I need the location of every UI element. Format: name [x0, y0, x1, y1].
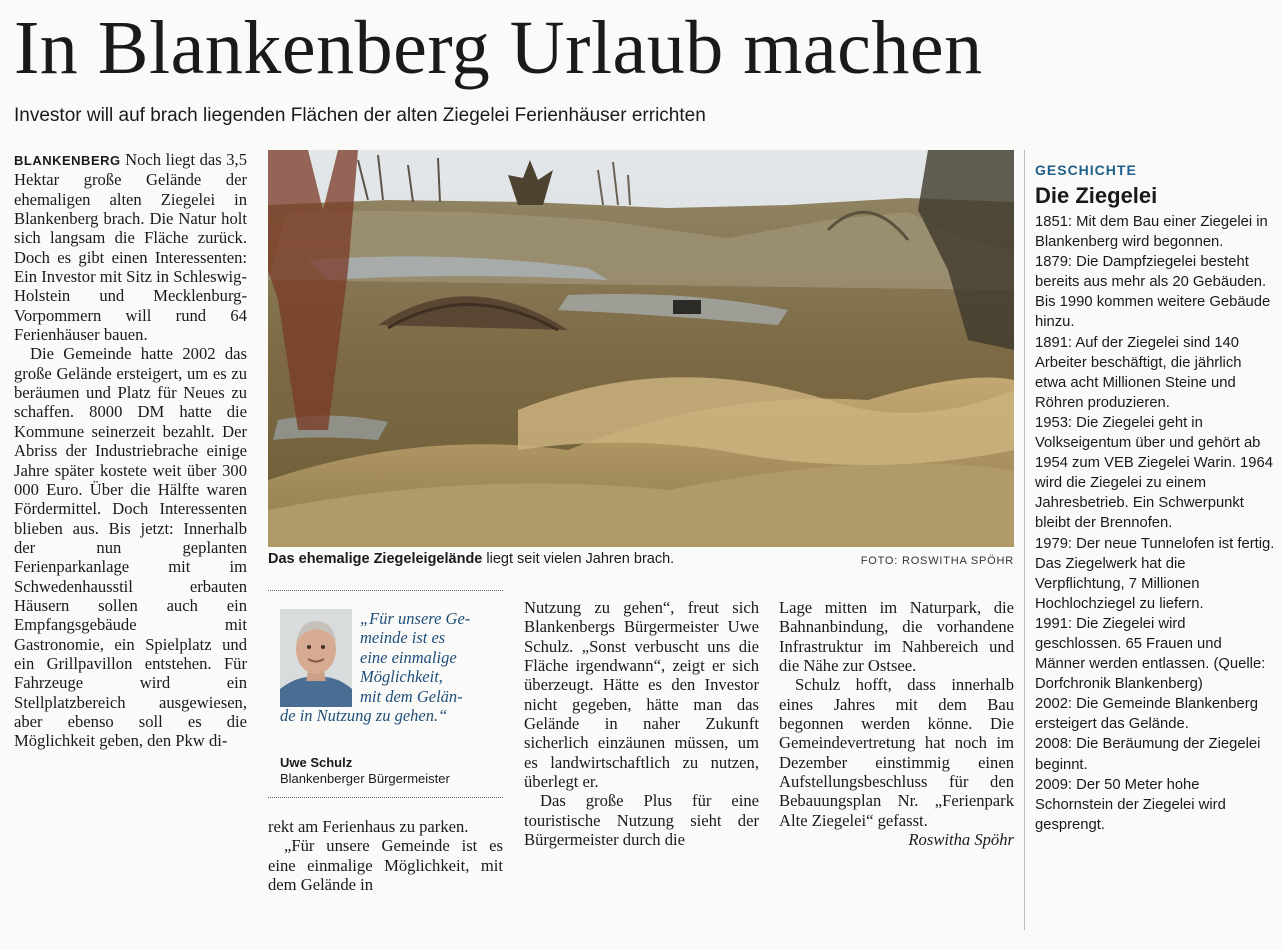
article-column-4 [779, 598, 1014, 849]
article-column-3 [524, 598, 759, 849]
article-paragraph: Schulz hofft, dass innerhalb eines Jahres mit dem Bau begonnen werden könne. Die Gemeindevertretung hat noch im Dezember einstimmig einen Aufstellungsbeschluss für den Bebauungsplan Nr. „Ferienpark Alte Ziegelei“ gefasst. [779, 675, 1014, 830]
quote-author-name: Uwe Schulz [280, 755, 353, 770]
history-entry: 2008: Die Beräumung der Ziegelei beginnt. [1035, 736, 1261, 773]
article-paragraph: Nutzung zu gehen“, freut sich Blankenbergs Bürgermeister Uwe Schulz. „Sonst verbuscht uns die Fläche irgendwann“, zeigt er sich überzeugt. Hätte es den Investor nicht gegeben, hätte man das Gelände in naher Zukunft sicherlich einzäunen müssen, um es landwirtschaftlich zu nutzen, überlegt er. [524, 598, 759, 792]
landscape-photo [268, 150, 1014, 547]
history-entry: 2002: Die Gemeinde Blankenberg ersteigert das Gelände. [1035, 696, 1258, 733]
sidebar-kicker: GESCHICHTE [1035, 162, 1137, 178]
article-paragraph: „Für unsere Gemeinde ist es eine einmalige Möglichkeit, mit dem Gelände in [268, 836, 503, 895]
subheadline: Investor will auf brach liegenden Flächen der alten Ziegelei Ferienhäuser errichten [14, 105, 706, 126]
quote-line: mit dem Gelän- [360, 686, 463, 706]
history-entry: 1953: Die Ziegelei geht in Volkseigentum über und gehört ab 1954 zum VEB Ziegelei Warin. 1964 wird die Ziegelei zu einem Jahresbetrieb. Ein Schwerpunkt bleibt der Brennofen. [1035, 414, 1273, 532]
quote-line: de in Nutzung zu gehen.“ [280, 706, 448, 726]
article-column-1 [14, 150, 247, 751]
paragraph-text: Noch liegt das 3,5 Hektar große Gelände der ehemaligen alten Ziegelei in Blankenberg brach. Die Natur holt sich langsam die Fläche zurück. Doch es gibt einen Interessenten: Ein Investor mit Sitz in Schleswig-Holstein und Mecklenburg-Vorpommern will rund 64 Ferienhäuser bauen. [14, 150, 247, 345]
headline: In Blankenberg Urlaub machen [14, 6, 983, 90]
history-entry: 1879: Die Dampfziegelei besteht bereits aus mehr als 20 Gebäuden. Bis 1990 kommen weitere Gebäude hinzu. [1035, 254, 1271, 331]
history-sidebar [1035, 160, 1275, 835]
history-entry: 2009: Der 50 Meter hohe Schornstein der Ziegelei wird gesprengt. [1035, 776, 1226, 833]
quote-line: Möglichkeit, [360, 667, 443, 687]
history-entry: 1991: Die Ziegelei wird geschlossen. 65 Frauen und Männer werden entlassen. (Quelle: Dorfchronik Blankenberg) [1035, 615, 1266, 693]
quote-box [268, 590, 503, 798]
quote-line: „Für unsere Ge- [360, 609, 471, 628]
history-entry: 1979: Der neue Tunnelofen ist fertig. Das Ziegelwerk hat die Verpflichtung, 7 Millionen Hochlochziegel zu liefern. [1035, 535, 1275, 612]
pull-quote [280, 609, 496, 725]
caption-bold: Das ehemalige Ziegeleigelände [268, 551, 483, 567]
column-divider [1024, 150, 1025, 930]
article-paragraph: Lage mitten im Naturpark, die Bahnanbindung, die vorhandene Infrastruktur im Nahbereich und die Nähe zur Ostsee. [779, 598, 1014, 676]
article-paragraph: Das große Plus für eine touristische Nutzung sieht der Bürgermeister durch die [524, 791, 759, 850]
article-column-2 [268, 817, 503, 894]
dateline: BLANKENBERG [14, 153, 121, 168]
quote-line: meinde ist es [360, 628, 446, 648]
author-byline: Roswitha Spöhr [908, 830, 1014, 850]
history-entry: 1851: Mit dem Bau einer Ziegelei in Blankenberg wird begonnen. [1035, 214, 1268, 251]
article-paragraph: Die Gemeinde hatte 2002 das große Gelände ersteigert, um es zu beräumen und Platz für Neues zu schaffen. 8000 DM hatte die Kommune seinerzeit bezahlt. Der Abriss der Industriebrache einige Jahre später kostete weit über 300 000 Euro. Über die Hälfte waren Fördermittel. Doch Interessenten blieben aus. Bis jetzt: Innerhalb der nun geplanten Ferienparkanlage mit im Schwedenhausstil erbauten Häusern sollen auch ein Empfangsgebäude mit Gastronomie, ein Spielplatz und ein Grillpavillon entstehen. Für Fahrzeuge wird ein Stellplatzbereich ausgewiesen, aber ebenso soll es die Möglichkeit geben, den Pkw di- [14, 344, 247, 751]
article-paragraph [14, 150, 247, 344]
quote-author-role: Blankenberger Bürgermeister [280, 771, 450, 786]
history-entry: 1891: Auf der Ziegelei sind 140 Arbeiter beschäftigt, die jährlich etwa acht Millionen Steine und Röhren produzieren. [1035, 334, 1242, 411]
photo-credit: FOTO: ROSWITHA SPÖHR [860, 555, 1014, 567]
photo-caption [268, 550, 1014, 568]
article-paragraph: rekt am Ferienhaus zu parken. [268, 817, 469, 836]
sidebar-title: Die Ziegelei [1035, 183, 1158, 208]
quote-line: eine einmalige [360, 647, 457, 667]
sidebar-body [1035, 212, 1275, 835]
caption-text: liegt seit vielen Jahren brach. [482, 551, 675, 567]
